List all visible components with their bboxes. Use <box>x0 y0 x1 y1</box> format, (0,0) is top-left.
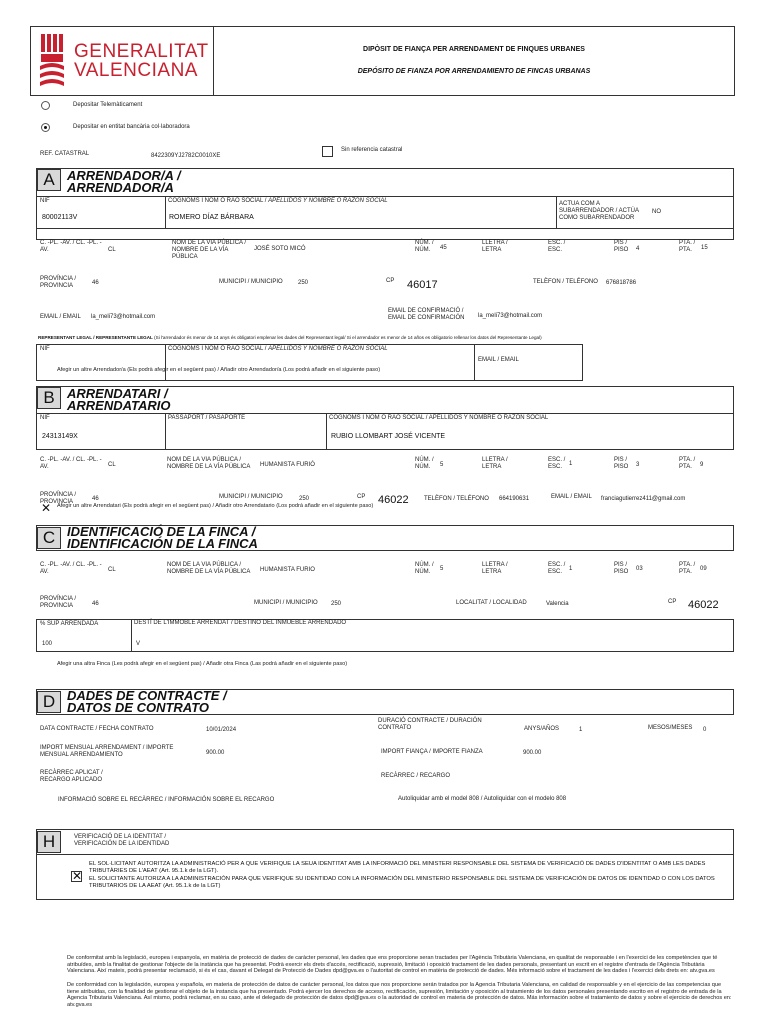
b-floor: 3 <box>636 462 640 468</box>
a-acts-label: ACTUA COM A SUBARRENDADOR / ACTÚA COMO SUBARRENDADOR <box>559 201 639 221</box>
a-province: 46 <box>92 280 99 286</box>
section-c-title2: IDENTIFICACIÓN DE LA FINCA <box>67 536 258 551</box>
d-years: 1 <box>579 727 583 733</box>
a-name-label: COGNOMS I NOM O RAÓ SOCIAL / APELLIDOS Y NOMBRE O RAZÓN SOCIAL <box>168 198 388 204</box>
c-street-label: NOM DE LA VIA PÚBLICA / NOMBRE DE LA VÍA PÚBLICA <box>167 562 251 575</box>
a-municipality-label: MUNICIPI / MUNICIPIO <box>219 279 283 285</box>
a-email-label: EMAIL / EMAIL <box>40 314 81 320</box>
logo-line2: VALENCIANA <box>74 60 198 81</box>
a-cp-label: CP <box>386 278 395 284</box>
catastral-value: 8422309YJ2782C0010XE <box>151 153 221 159</box>
footer-legal-es: De conformidad con la legislación, europea y española, en materia de protección de datos de carácter personal, los datos que nos proporcione serán tratados por la Agencia Tributaria Valenciana, en calidad de responsable y en el ejercicio de las competencias que tiene atribuidas, con la finalidad de gestionar el objeto de la instancia que ha presentado. Podrá ejercer los derechos de acceso, rectificación, supresión, limitación y oposición al tratamiento de los datos personales presentando escrito en el registro de entrada de la Agencia Tributaria Valenciana. Así mismo, podrá reclamar, en su caso, ante el delegado de protección de datos dpd@gva.es o la autoridad de control en materia de protección de datos. Más información sobre el tratamiento de datos y sobre el ejercicio de derechos en: atv.gva.es <box>67 982 732 1008</box>
c-cp-label: CP <box>668 599 677 605</box>
a-letter-label: LLETRA / LETRA <box>482 240 508 253</box>
b-nif-label: NIF <box>40 415 50 421</box>
a-nif-label: NIF <box>40 198 50 204</box>
section-d-title2: DATOS DE CONTRATO <box>67 700 210 715</box>
c-door: 09 <box>700 566 707 572</box>
c-locality-label: LOCALITAT / LOCALIDAD <box>456 600 527 606</box>
b-province: 46 <box>92 496 99 502</box>
section-a-letter: A <box>37 169 61 191</box>
c-add-note: Afegir una altra Finca (Les podrà afegir en el següent pas) / Añadir otra Finca (Las podrá añadir en el siguiente paso) <box>57 661 348 667</box>
a-col2 <box>556 196 557 228</box>
d-duration-label: DURACIÓ CONTRACTE / DURACIÓN CONTRATO <box>378 718 482 731</box>
c-num: 5 <box>440 566 444 572</box>
a-email: la_meli73@hotmail.com <box>91 314 156 320</box>
c-sup-divider <box>131 619 132 652</box>
a-col1 <box>165 196 166 228</box>
c-esc-label: ESC. / ESC. <box>548 562 566 575</box>
d-years-label: ANYS/AÑOS <box>524 726 560 732</box>
b-cp: 46022 <box>378 494 409 506</box>
add-tenant-cross-mark-icon[interactable]: ✕ <box>41 501 52 515</box>
rep-email-label: EMAIL / EMAIL <box>478 357 519 363</box>
radio-bank[interactable] <box>41 123 50 132</box>
legal-rep-note: (Si l'arrendador és menor de 14 anys és obligatori emplenar les dades del Representant legal/ Si el arrendador es menor de 14 años es obligatorio rellenar los datos del Representante Legal) <box>154 335 542 340</box>
b-phone: 664190631 <box>499 496 530 502</box>
b-name: RUBIO LLOMBART JOSÉ VICENTE <box>331 433 446 440</box>
radio-telematic[interactable] <box>41 101 50 110</box>
a-street-label: NOM DE LA VIA PÚBLICA / NOMBRE DE LA VÍA PÚBLICA <box>172 240 247 260</box>
b-phone-label: TELÈFON / TELÉFONO <box>424 496 489 502</box>
c-municipality-label: MUNICIPI / MUNICIPIO <box>254 600 318 606</box>
b-street: HUMANISTA FURIÓ <box>260 462 315 468</box>
option-telematic-label: Depositar Telemàticament <box>73 102 143 108</box>
a-phone-label: TELÈFON / TELÉFONO <box>533 279 598 285</box>
a-acts-value: NO <box>652 209 661 215</box>
a-cp: 46017 <box>407 279 438 291</box>
no-catastral-checkbox[interactable] <box>322 146 333 157</box>
a-num-label: NÚM. / NÚM. <box>415 240 434 253</box>
section-b-title-rule <box>36 413 734 414</box>
c-dest: V <box>136 641 141 647</box>
a-email-confirm-label: EMAIL DE CONFIRMACIÓ / EMAIL DE CONFIRMACIÓN <box>388 308 465 321</box>
c-door-label: PTA. / PTA. <box>679 562 696 575</box>
b-add-note: Afegir un altre Arrendatari (Els podrà afegir en el següent pas) / Añadir otro Arrendatario (Los podrá añadir en el siguiente paso) <box>57 503 374 509</box>
a-street: JOSÉ SOTO MICÓ <box>254 246 306 252</box>
a-email-confirm: la_meli73@hotmail.com <box>478 313 543 319</box>
section-b-title2: ARRENDATARIO <box>67 398 171 413</box>
c-street-type-label: C. -PL. -AV. / CL. -PL. -AV. <box>40 562 102 575</box>
b-floor-label: PIS / PISO <box>614 457 629 470</box>
c-province: 46 <box>92 601 99 607</box>
section-a-title-rule <box>36 196 734 197</box>
a-phone: 676818786 <box>606 280 637 286</box>
legal-rep-label: REPRESENTANT LEGAL / REPRESENTANTE LEGAL <box>38 335 153 340</box>
d-deposit: 900.00 <box>523 750 542 756</box>
a-street-type-label: C. -PL. -AV. / CL. -PL. -AV. <box>40 240 102 253</box>
b-num: 5 <box>440 462 444 468</box>
d-self-assess: Autoliquidar amb el model 808 / Autoliquidar con el modelo 808 <box>398 796 567 802</box>
section-b-title1: ARRENDATARI / <box>67 386 168 401</box>
a-province-label: PROVÍNCIA / PROVINCIA <box>40 276 77 289</box>
section-a-title2: ARRENDADOR/A <box>67 180 174 195</box>
rep-add-note: Afegir un altre Arrendador/a (Els podrà afegir en el següent pas) / Añadir otro Arrendador/a (Los podrá añadir en el siguiente paso) <box>57 367 381 373</box>
section-d-title1: DADES DE CONTRACTE / <box>67 688 227 703</box>
section-d-letter: D <box>37 691 61 713</box>
c-floor-label: PIS / PISO <box>614 562 629 575</box>
a-door: 15 <box>701 245 708 251</box>
section-c-title1: IDENTIFICACIÓ DE LA FINCA / <box>67 524 256 539</box>
b-passport-label: PASSAPORT / PASAPORTE <box>168 415 246 421</box>
c-street-type: CL <box>108 567 116 573</box>
logo-line1: GENERALITAT <box>74 41 209 62</box>
b-street-type: CL <box>108 462 116 468</box>
b-col2 <box>326 413 327 450</box>
a-door-label: PTA. / PTA. <box>679 240 696 253</box>
b-name-label: COGNOMS I NOM O RAÓ SOCIAL / APELLIDOS Y NOMBRE O RAZÓN SOCIAL <box>329 415 549 421</box>
option-bank-label: Depositar en entitat bancària col·laboradora <box>73 124 190 130</box>
generalitat-logo-icon <box>36 32 70 92</box>
a-street-type: CL <box>108 247 116 253</box>
b-municipality: 250 <box>299 496 310 502</box>
section-c-letter: C <box>37 527 61 549</box>
a-nif-value: 80002113V <box>42 214 78 221</box>
d-deposit-label: IMPORT FIANÇA / IMPORTE FIANZA <box>381 749 483 755</box>
section-a-title1: ARRENDADOR/A / <box>67 168 181 183</box>
c-esc: 1 <box>569 566 573 572</box>
b-col1 <box>165 413 166 450</box>
rep-name-label: COGNOMS I NOM O RAÓ SOCIAL / APELLIDOS Y NOMBRE O RAZÓN SOCIAL <box>168 346 388 352</box>
b-province-label: PROVÍNCIA / PROVINCIA <box>40 492 77 505</box>
section-h-letter: H <box>37 831 61 853</box>
d-months: 0 <box>703 727 707 733</box>
b-num-label: NÚM. / NÚM. <box>415 457 434 470</box>
rep-col1 <box>165 344 166 381</box>
a-floor-label: PIS / PISO <box>614 240 629 253</box>
b-cp-label: CP <box>357 494 366 500</box>
c-dest-label: DESTÍ DE L'IMMOBLE ARRENDAT / DESTINO DEL INMUEBLE ARRENDADO <box>134 620 347 626</box>
a-floor: 4 <box>636 246 640 252</box>
h-cross-mark-icon: ✕ <box>72 869 83 883</box>
b-esc-label: ESC. / ESC. <box>548 457 566 470</box>
c-province-label: PROVÍNCIA / PROVINCIA <box>40 596 77 609</box>
no-catastral-label: Sin referencia catastral <box>341 147 403 153</box>
title-valencian: DIPÒSIT DE FIANÇA PER ARRENDAMENT DE FINQUES URBANES <box>363 46 585 53</box>
d-date: 10/01/2024 <box>206 727 237 733</box>
c-sup: 100 <box>42 641 53 647</box>
title-spanish: DEPÓSITO DE FIANZA POR ARRENDAMIENTO DE FINCAS URBANAS <box>357 68 591 75</box>
b-door-label: PTA. / PTA. <box>679 457 696 470</box>
a-num: 45 <box>440 245 447 251</box>
c-locality: Valencia <box>546 601 569 607</box>
c-letter-label: LLETRA / LETRA <box>482 562 508 575</box>
b-esc: 1 <box>569 461 573 467</box>
b-municipality-label: MUNICIPI / MUNICIPIO <box>219 494 283 500</box>
b-door: 9 <box>700 462 704 468</box>
d-rent-label: IMPORT MENSUAL ARRENDAMENT / IMPORTE MENSUAL ARRENDAMIENTO <box>40 745 174 758</box>
h-text-es: EL SOLICITANTE AUTORIZA A LA ADMINISTRACIÓN PARA QUE VERIFIQUE SU IDENTIDAD CON LA INFORMACIÓN DEL MINISTERIO RESPONSABLE DEL SISTEMA DE VERIFICACIÓN DE DATOS DE IDENTIDAD O CON LOS DATOS TRIBUTARIOS DE LA AEAT (Art. 95.1.k de la LGT) <box>89 876 715 889</box>
footer-legal-va: De conformitat amb la legislació, europea i espanyola, en matèria de protecció de dades de caràcter personal, les dades que ens proporcione seran tractades per l'Agència Tributària Valenciana, en qualitat de responsable i en l'exercici de les competències que té atribuïdes, amb la finalitat de gestionar l'objecte de la instància que ha presentat. Podrà exercir els drets d'accés, rectificació, supressió, limitació i oposició tractament de les dades personals, presentant un escrit en el registre d'entrada de l'Agència Tributària Valenciana. Així mateix, podrà presentar reclamació, si és el cas, davant el Delegat de Protecció de Dades dpd@gva.es o l'autoritat de control en matèria de protecció de dades. Més informació sobre el tractament de les dades i l'exercici dels drets en: atv.gva.es <box>67 955 718 975</box>
d-rent: 900.00 <box>206 750 225 756</box>
d-months-label: MESOS/MESES <box>648 725 693 731</box>
h-text-va: EL SOL·LICITANT AUTORITZA LA ADMINISTRACIÓ PER A QUE VERIFIQUE LA SEUA IDENTITAT AMB LA INFORMACIÓ DEL MINISTERI RESPONSABLE DEL SISTEMA DE VERIFICACIÓ DE DADES D'IDENTITAT O AMB LES DADES TRIBUTÀRIES DE L'AEAT (Art. 95.1.k de la LGT). <box>89 861 706 874</box>
rep-nif-label: NIF <box>40 346 50 352</box>
b-email: franciagutierrez411@gmail.com <box>601 496 686 502</box>
d-surcharge-info: INFORMACIÓ SOBRE EL RECÀRREC / INFORMACIÓN SOBRE EL RECARGO <box>58 797 275 803</box>
c-cp: 46022 <box>688 599 719 611</box>
b-nif: 24313149X <box>42 433 78 440</box>
d-surcharge-label: RECÀRREC APLICAT / RECARGO APLICADO <box>40 770 103 783</box>
b-email-label: EMAIL / EMAIL <box>551 494 592 500</box>
legal-rep-header <box>38 335 734 341</box>
rep-col2 <box>474 344 475 381</box>
a-name-value: ROMERO DÍAZ BÁRBARA <box>169 214 254 221</box>
b-street-type-label: C. -PL. -AV. / CL. -PL. -AV. <box>40 457 102 470</box>
b-street-label: NOM DE LA VIA PÚBLICA / NOMBRE DE LA VÍA PÚBLICA <box>167 457 251 470</box>
header-divider <box>213 26 214 96</box>
d-date-label: DATA CONTRACTE / FECHA CONTRATO <box>40 726 154 732</box>
a-row-rule <box>36 228 734 229</box>
a-municipality: 250 <box>298 280 309 286</box>
c-municipality: 250 <box>331 601 342 607</box>
c-street: HUMANISTA FURIO <box>260 567 315 573</box>
h-title: VERIFICACIÓ DE LA IDENTITAT / VERIFICACIÓN DE LA IDENTIDAD <box>74 834 170 847</box>
section-b-letter: B <box>37 387 61 409</box>
c-sup-label: % SUP ARRENDADA <box>40 621 99 627</box>
catastral-label: REF. CATASTRAL <box>40 151 90 157</box>
c-num-label: NÚM. / NÚM. <box>415 562 434 575</box>
c-floor: 03 <box>636 566 643 572</box>
d-surcharge2-label: RECÀRREC / RECARGO <box>381 773 451 779</box>
a-esc-label: ESC. / ESC. <box>548 240 566 253</box>
b-letter-label: LLETRA / LETRA <box>482 457 508 470</box>
